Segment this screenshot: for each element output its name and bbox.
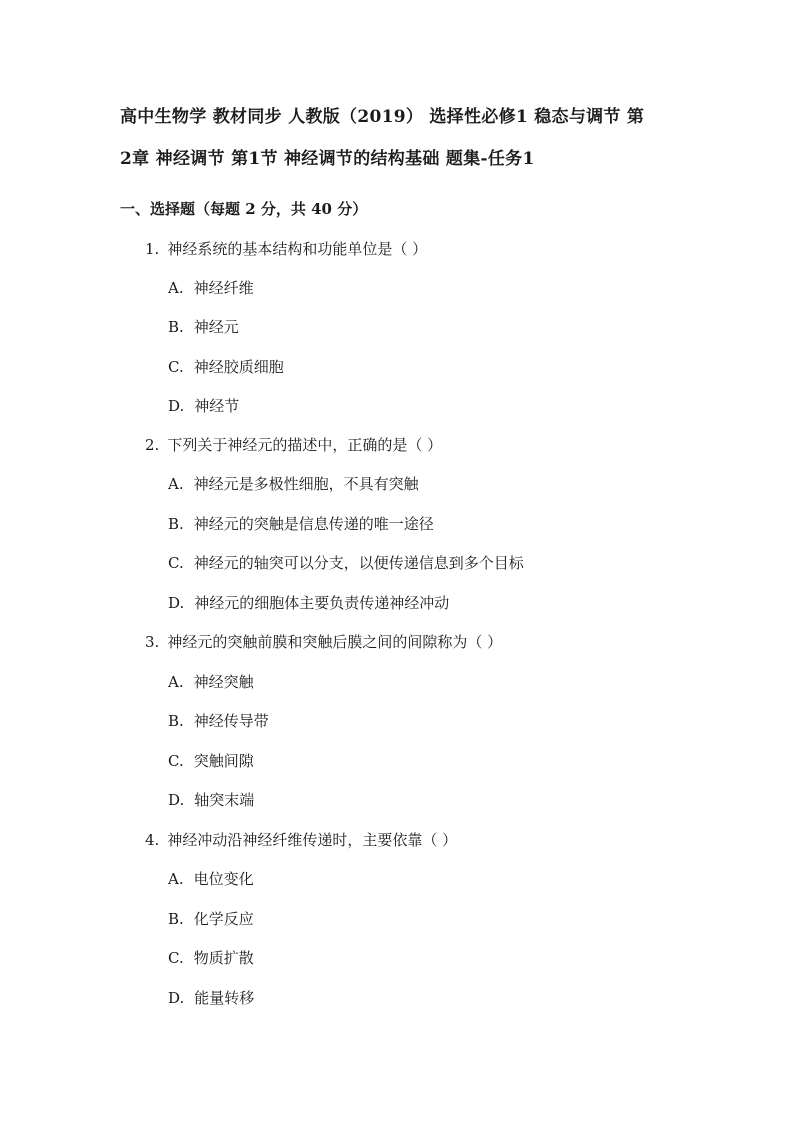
question-2-option-b: [168, 513, 434, 535]
option-text: 神经节: [194, 397, 240, 415]
question-text: 神经系统的基本结构和功能单位是（ ）: [167, 240, 428, 258]
option-letter: A.: [168, 475, 184, 493]
question-1-option-d: [168, 395, 239, 417]
question-4-option-c: [168, 947, 254, 969]
option-text: 神经传导带: [193, 712, 269, 730]
option-text: 神经元的轴突可以分支，以便传递信息到多个目标: [193, 554, 524, 572]
document-title-line-1: 高中生物学 教材同步 人教版（2019） 选择性必修1 稳态与调节 第: [120, 107, 645, 127]
document-title-line-2: 2章 神经调节 第1节 神经调节的结构基础 题集-任务1: [120, 149, 535, 169]
question-3-option-b: [168, 710, 269, 732]
option-letter: C.: [168, 949, 184, 967]
question-4-option-d: [168, 987, 254, 1009]
option-letter: C.: [168, 554, 184, 572]
section-heading: 一、选择题（每题 2 分，共 40 分）: [120, 200, 368, 218]
option-letter: C.: [168, 752, 184, 770]
option-letter: B.: [168, 910, 184, 928]
question-text: 下列关于神经元的描述中，正确的是（ ）: [167, 436, 443, 454]
question-1-option-b: [168, 316, 239, 338]
question-text: 神经元的突触前膜和突触后膜之间的间隙称为（ ）: [167, 633, 503, 651]
option-letter: A.: [168, 279, 184, 297]
question-2-stem: [145, 434, 442, 456]
question-3-option-a: [168, 671, 254, 693]
question-2-option-c: [168, 552, 524, 574]
question-number: 3.: [145, 633, 160, 651]
option-letter: B.: [168, 712, 184, 730]
option-text: 神经纤维: [193, 279, 254, 297]
option-letter: D.: [168, 594, 185, 612]
question-1-option-a: [168, 277, 254, 299]
option-text: 突触间隙: [193, 752, 254, 770]
question-text: 神经冲动沿神经纤维传递时，主要依靠（ ）: [167, 831, 458, 849]
option-text: 化学反应: [193, 910, 254, 928]
option-text: 神经胶质细胞: [193, 358, 284, 376]
option-letter: D.: [168, 397, 185, 415]
option-letter: D.: [168, 791, 185, 809]
question-3-option-c: [168, 750, 254, 772]
question-number: 4.: [145, 831, 160, 849]
option-text: 神经元的细胞体主要负责传递神经冲动: [194, 594, 450, 612]
option-text: 物质扩散: [193, 949, 254, 967]
option-text: 轴突末端: [194, 791, 255, 809]
question-4-stem: [145, 829, 457, 851]
question-number: 2.: [145, 436, 160, 454]
option-text: 神经元: [193, 318, 239, 336]
option-letter: A.: [168, 870, 184, 888]
question-2-option-a: [168, 473, 419, 495]
option-text: 神经突触: [193, 673, 254, 691]
question-4-option-a: [168, 868, 254, 890]
option-letter: B.: [168, 515, 184, 533]
question-number: 1.: [145, 240, 160, 258]
question-2-option-d: [168, 592, 449, 614]
question-1-option-c: [168, 356, 284, 378]
option-letter: C.: [168, 358, 184, 376]
question-4-option-b: [168, 908, 254, 930]
option-text: 神经元的突触是信息传递的唯一途径: [193, 515, 434, 533]
option-text: 能量转移: [194, 989, 255, 1007]
option-letter: D.: [168, 989, 185, 1007]
option-text: 神经元是多极性细胞，不具有突触: [193, 475, 419, 493]
option-letter: A.: [168, 673, 184, 691]
question-3-stem: [145, 631, 502, 653]
question-3-option-d: [168, 789, 254, 811]
option-text: 电位变化: [193, 870, 254, 888]
question-1-stem: [145, 238, 427, 260]
option-letter: B.: [168, 318, 184, 336]
